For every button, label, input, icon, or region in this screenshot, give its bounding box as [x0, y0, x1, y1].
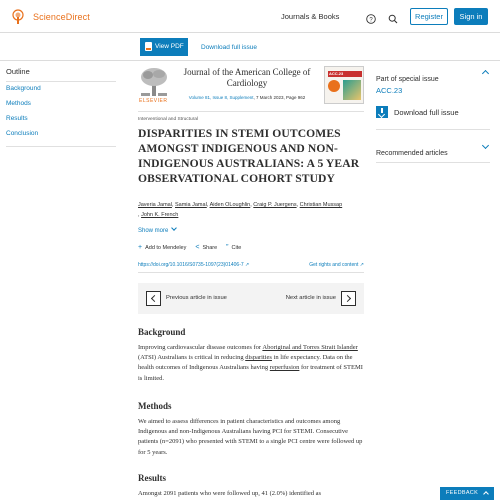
- section-heading-background: Background: [138, 327, 186, 337]
- elsevier-logo[interactable]: [138, 66, 170, 98]
- text-run: Improving cardiovascular disease outcomes for: [138, 344, 263, 351]
- volume-link[interactable]: Volume 81, Issue 8, Supplement: [188, 95, 254, 100]
- author-link[interactable]: Christian Mussap: [299, 202, 343, 208]
- svg-text:?: ?: [369, 17, 373, 24]
- share-button[interactable]: [195, 244, 217, 251]
- journal-title[interactable]: Journal of the American College of Cardiology: [183, 67, 311, 88]
- share-label: Share: [202, 244, 218, 251]
- feedback-button[interactable]: [440, 487, 494, 500]
- mendeley-label: Add to Mendeley: [145, 244, 187, 251]
- divider: [138, 111, 364, 112]
- quote-icon: ”: [226, 244, 229, 251]
- download-issue-label: Download full issue: [394, 107, 459, 117]
- term-link[interactable]: Aboriginal and Torres Strait Islander: [262, 344, 358, 351]
- cite-label: Cite: [231, 244, 242, 251]
- outline-item-background[interactable]: Background: [6, 85, 41, 92]
- download-full-issue-link[interactable]: Download full issue: [201, 44, 258, 51]
- sign-in-button[interactable]: Sign in: [454, 8, 488, 25]
- article-pager: [138, 283, 364, 314]
- share-icon: <: [195, 244, 200, 251]
- text-run: (ATSI) Australians is critical in reducing: [138, 354, 246, 362]
- sciencedirect-logo[interactable]: [8, 9, 90, 24]
- outline-item-conclusion[interactable]: Conclusion: [6, 130, 39, 137]
- chevron-up-icon: [483, 491, 489, 497]
- article-toolbar: [0, 33, 500, 61]
- view-pdf-label: View PDF: [155, 43, 184, 50]
- top-nav: [0, 0, 500, 33]
- journal-cover-image[interactable]: [324, 66, 364, 104]
- section-methods-text: We aimed to assess differences in patient characteristics and outcomes among Indigenous and non-Indigenous Australians having PCI for STEMI. Consecutive patients (n=2091) who presented with STEMI to a single PCI centre were followed up for 5 years.: [138, 418, 363, 456]
- article-actions: [138, 244, 250, 251]
- section-heading-results: Results: [138, 473, 167, 483]
- next-article-button[interactable]: [341, 291, 356, 306]
- doi-text: https://doi.org/10.1016/S0735-1097(23)01406-7: [138, 262, 244, 268]
- journal-meta: [172, 95, 322, 100]
- text-run: for treatment of STEMI is limited.: [138, 364, 363, 382]
- outline-panel: [6, 67, 116, 145]
- divider: [376, 162, 490, 163]
- divider: [138, 272, 364, 273]
- add-to-mendeley-button[interactable]: [138, 244, 186, 251]
- doi-row: [138, 262, 364, 268]
- publisher-name: ELSEVIER: [139, 98, 168, 104]
- author-link[interactable]: Samia Jamal: [175, 202, 207, 208]
- doi-link[interactable]: https://doi.org/10.1016/S0735-1097(23)01406-7 ↗: [138, 262, 250, 268]
- author-link[interactable]: Aiden OLoughlin: [209, 202, 251, 208]
- author-link[interactable]: Craig P. Juergens: [253, 202, 297, 208]
- cover-graphic: [343, 80, 361, 100]
- pdf-icon: [145, 42, 152, 51]
- help-icon[interactable]: [366, 11, 376, 24]
- chevron-down-icon: [482, 142, 489, 149]
- author-list: Javeria Jamal, Samia Jamal, Aiden OLoughlin, Craig P. Juergens, Christian Mussap , John K. French: [138, 202, 343, 218]
- outline-item-methods[interactable]: Methods: [6, 100, 31, 107]
- text-run: in life expectancy. Data on the health outcomes of Indigenous Australians having: [138, 354, 353, 372]
- cover-text: ACC.23: [329, 71, 344, 76]
- view-pdf-button[interactable]: [140, 38, 188, 56]
- chevron-left-icon: [151, 295, 158, 302]
- rights-text: Get rights and content: [309, 262, 359, 268]
- plus-icon: +: [138, 244, 143, 251]
- previous-article-label[interactable]: Previous article in issue: [166, 295, 227, 301]
- outline-item-results[interactable]: Results: [6, 115, 28, 122]
- issue-date: , 7 March 2023, Page 962: [253, 95, 306, 100]
- cover-graphic: [328, 80, 340, 92]
- journals-books-link[interactable]: Journals & Books: [281, 12, 340, 21]
- special-issue-panel[interactable]: [376, 68, 490, 86]
- search-icon[interactable]: [388, 11, 398, 21]
- feedback-label: FEEDBACK: [446, 490, 479, 496]
- divider: [376, 129, 490, 130]
- register-button[interactable]: Register: [410, 8, 448, 25]
- logo-text: ScienceDirect: [33, 11, 90, 22]
- recommended-title: Recommended articles: [376, 150, 448, 157]
- chevron-right-icon: [344, 295, 351, 302]
- chevron-up-icon: [482, 70, 489, 77]
- download-issue-button[interactable]: [376, 106, 459, 118]
- divider: [6, 81, 116, 82]
- section-background-text: [138, 343, 366, 384]
- show-more-label: Show more: [138, 228, 169, 234]
- author-link[interactable]: Javeria Jamal: [138, 202, 172, 208]
- cite-button[interactable]: [226, 244, 241, 251]
- term-link[interactable]: disparities: [245, 354, 272, 362]
- elsevier-tree-icon: [8, 9, 28, 24]
- term-link[interactable]: reperfusion: [269, 364, 300, 372]
- section-results-text: Amongst 2091 patients who were followed up, 41 (2.0%) identified as: [138, 490, 322, 497]
- next-article-label[interactable]: Next article in issue: [285, 295, 336, 301]
- download-icon: [376, 106, 388, 118]
- section-heading-methods: Methods: [138, 401, 172, 411]
- article-title: DISPARITIES IN STEMI OUTCOMES AMONGST INDIGENOUS AND NON-INDIGENOUS AUSTRALIANS: A 5 YEAR OBSERVATIONAL COHORT STUDY: [138, 127, 360, 185]
- special-issue-link[interactable]: ACC.23: [376, 86, 403, 95]
- rights-link[interactable]: Get rights and content ↗: [309, 262, 364, 268]
- recommended-articles-panel[interactable]: [376, 142, 490, 160]
- journal-header: [138, 66, 364, 110]
- author-link[interactable]: John K. French: [141, 212, 179, 218]
- outline-title: Outline: [6, 67, 30, 76]
- special-issue-title: Part of special issue: [376, 76, 439, 83]
- previous-article-button[interactable]: [146, 291, 161, 306]
- show-more-button[interactable]: [138, 228, 176, 234]
- chevron-down-icon: [172, 225, 178, 231]
- divider: [6, 146, 116, 147]
- article-type: Interventional and Structural: [138, 117, 198, 122]
